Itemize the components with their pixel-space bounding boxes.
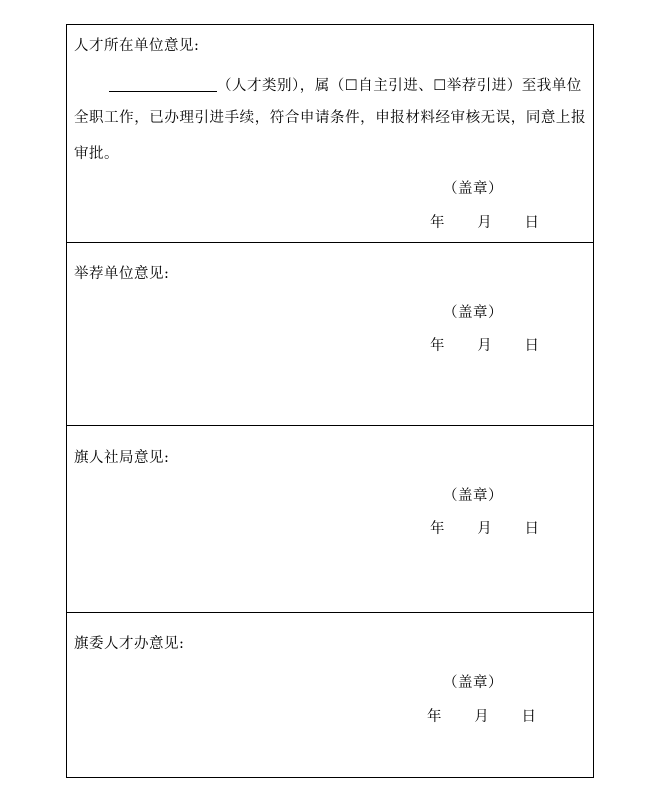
date-day-label: 日 <box>524 215 540 231</box>
date-day-label: 日 <box>521 709 537 725</box>
date-line <box>430 520 539 538</box>
seal-label: （盖章） <box>443 488 503 504</box>
date-year-label: 年 <box>430 215 445 231</box>
date-line <box>430 214 539 232</box>
seal-label: （盖章） <box>443 305 503 321</box>
date-month-label: 月 <box>474 709 490 725</box>
date-day-label: 日 <box>524 338 540 354</box>
date-line <box>427 708 536 726</box>
date-year-label: 年 <box>430 521 445 537</box>
body-line-1-text: （人才类别），属（☐自主引进、☐举荐引进）至我单位 <box>217 78 582 94</box>
opinion-form-table <box>66 24 594 778</box>
section-divider <box>67 242 593 243</box>
body-paragraph: 全职工作，已办理引进手续，符合申请条件，申报材料经审核无误，同意上报审批。 <box>74 110 586 162</box>
date-year-label: 年 <box>430 338 445 354</box>
date-line <box>430 337 539 355</box>
section-heading: 旗人社局意见: <box>74 450 170 466</box>
section-heading: 人才所在单位意见: <box>74 38 200 54</box>
body-line-1 <box>74 75 582 95</box>
talent-category-blank-field[interactable] <box>109 75 217 92</box>
section-heading: 旗委人才办意见: <box>74 636 185 652</box>
date-day-label: 日 <box>524 521 540 537</box>
date-year-label: 年 <box>427 709 442 725</box>
date-month-label: 月 <box>477 338 493 354</box>
seal-label: （盖章） <box>443 675 503 691</box>
section-divider <box>67 425 593 426</box>
section-divider <box>67 612 593 613</box>
seal-label: （盖章） <box>443 181 503 197</box>
date-month-label: 月 <box>477 215 493 231</box>
date-month-label: 月 <box>477 521 493 537</box>
section-heading: 举荐单位意见: <box>74 266 170 282</box>
